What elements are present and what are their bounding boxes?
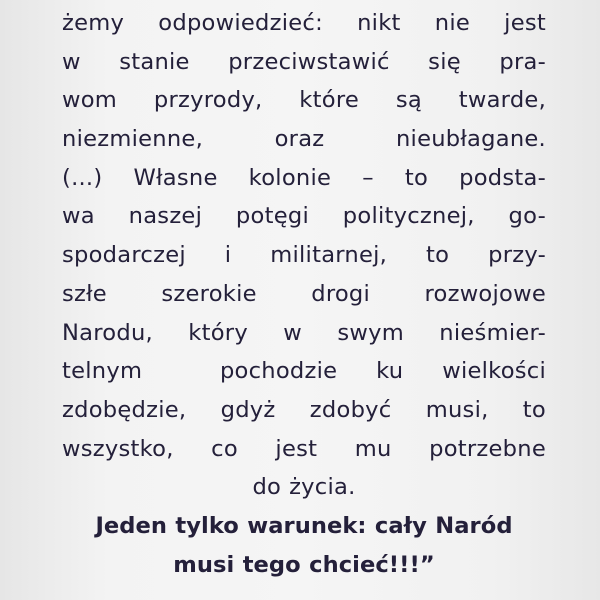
quote-line-5: (...) Własne kolonie – to podsta- [62,164,546,191]
quote-text-block [62,4,546,584]
quote-line-12: wszystko, co jest mu potrzebne [62,435,546,462]
quote-line-10: telnym pochodzie ku wielkości [62,358,546,385]
quote-closing-line-1: Jeden tylko warunek: cały Naród [95,512,513,539]
quote-line-1: żemy odpowiedzieć: nikt nie jest [62,10,546,36]
quote-line-6: wa naszej potęgi politycznej, go- [62,203,546,230]
quote-line-7: spodarczej i militarnej, to przy- [62,242,546,269]
quote-line-8: szłe szerokie drogi rozwojowe [62,280,546,307]
quote-line-3: wom przyrody, które są twarde, [62,87,546,114]
quote-line-13: do życia. [252,474,356,501]
quote-closing-line-2: musi tego chcieć!!!” [173,551,435,578]
quote-line-4: niezmienne, oraz nieubłagane. [62,126,546,153]
quote-line-9: Narodu, który w swym nieśmier- [62,319,546,346]
quote-line-11: zdobędzie, gdyż zdobyć musi, to [62,396,546,423]
quote-line-2: w stanie przeciwstawić się pra- [62,48,546,75]
